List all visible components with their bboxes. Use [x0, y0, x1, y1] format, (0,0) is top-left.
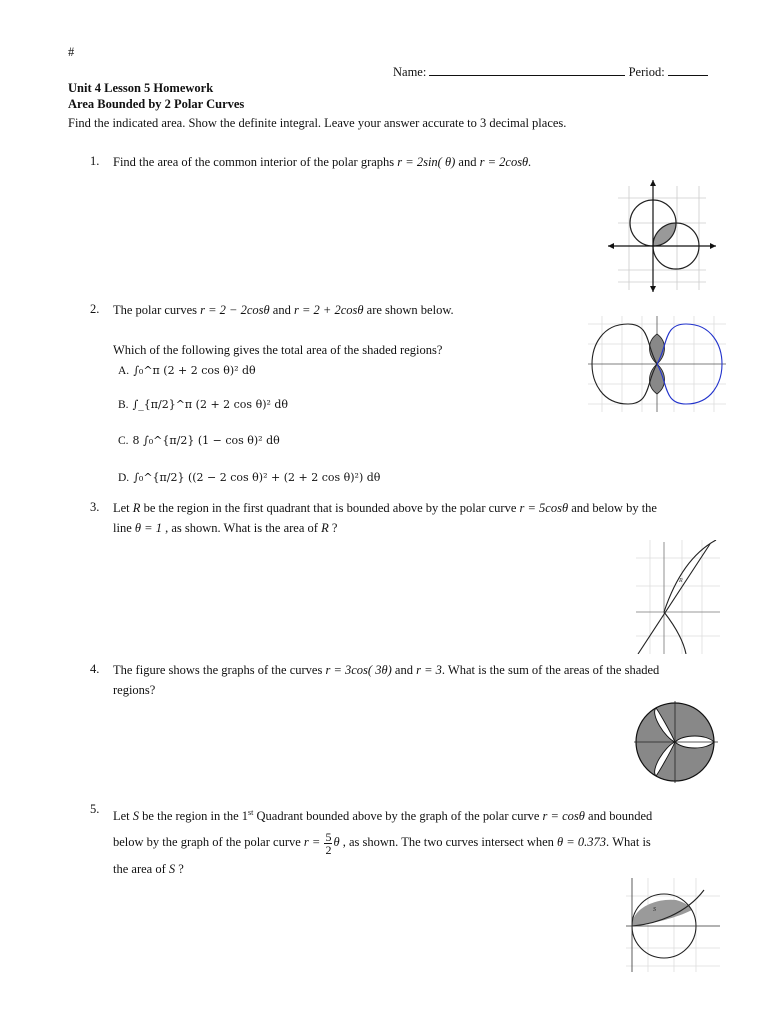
question-2-text: The polar curves r = 2 − 2cosθ and r = 2 + 2cosθ are shown below.	[113, 303, 454, 317]
region-label: R	[679, 578, 683, 584]
question-5-text: Let S be the region in the 1st Quadrant bounded above by the graph of the polar curve r = cosθ and bounded below by the graph of the polar curve r = $\frac{5}{2}$ θ , as shown. The two curves intersect when θ = 0.373. What is the area of S ?	[113, 808, 653, 876]
arrow-icon	[710, 243, 716, 249]
question-number: 3.	[90, 500, 100, 514]
shaded-region-upper	[649, 334, 664, 364]
arrow-icon	[650, 180, 656, 186]
question-5-polar-graph	[626, 878, 720, 972]
choice-c[interactable]: C. 8 ∫₀^{π/2} (1 − cos θ)² dθ	[118, 434, 280, 447]
question-3-text: Let R be the region in the first quadrant that is bounded above by the polar curve r = 5cosθ and below by the line θ = 1 , as shown. What is the area of R ?	[113, 501, 657, 535]
region-label: S	[653, 907, 656, 913]
choice-a[interactable]: A. ∫₀^π (2 + 2 cos θ)² dθ	[118, 364, 256, 377]
question-2-prompt: Which of the following gives the total area of the shaded regions?	[113, 343, 443, 357]
question-number: 2.	[90, 302, 100, 316]
period-label: Period:	[628, 65, 665, 79]
name-blank[interactable]	[429, 63, 625, 76]
arrow-icon	[650, 286, 656, 292]
fraction-five-halves: $\frac{5}{2}$	[325, 829, 332, 857]
question-3-polar-graph	[636, 540, 720, 654]
hash-mark: #	[68, 45, 75, 59]
lesson-title: Area Bounded by 2 Polar Curves	[68, 97, 245, 111]
question-number: 1.	[90, 154, 100, 168]
choice-d[interactable]: D. ∫₀^{π/2} ((2 − 2 cos θ)² + (2 + 2 cos θ)²) dθ	[118, 471, 381, 484]
unit-title: Unit 4 Lesson 5 Homework	[68, 81, 214, 95]
question-1-text: Find the area of the common interior of the polar graphs r = 2sin( θ) and r = 2cosθ.	[113, 155, 532, 169]
question-1-polar-graph	[604, 178, 720, 294]
shaded-region-lower	[649, 364, 664, 394]
question-number: 4.	[90, 662, 100, 676]
arrow-icon	[608, 243, 614, 249]
question-4-polar-graph	[632, 700, 720, 784]
name-label: Name:	[393, 65, 427, 79]
line-theta-1	[638, 544, 710, 654]
curve-5cos-lower	[664, 612, 686, 654]
question-2-polar-graph	[588, 316, 726, 412]
question-number: 5.	[90, 802, 100, 816]
instructions: Find the indicated area. Show the definite integral. Leave your answer accurate to 3 decimal places.	[68, 116, 567, 130]
curve-5cos	[664, 540, 716, 612]
name-field-row	[393, 63, 708, 80]
choice-b[interactable]: B. ∫_{π/2}^π (2 + 2 cos θ)² dθ	[118, 398, 289, 411]
period-blank[interactable]	[668, 63, 708, 76]
question-4-text: The figure shows the graphs of the curves r = 3cos( 3θ) and r = 3. What is the sum of the areas of the shaded regions?	[113, 663, 660, 697]
